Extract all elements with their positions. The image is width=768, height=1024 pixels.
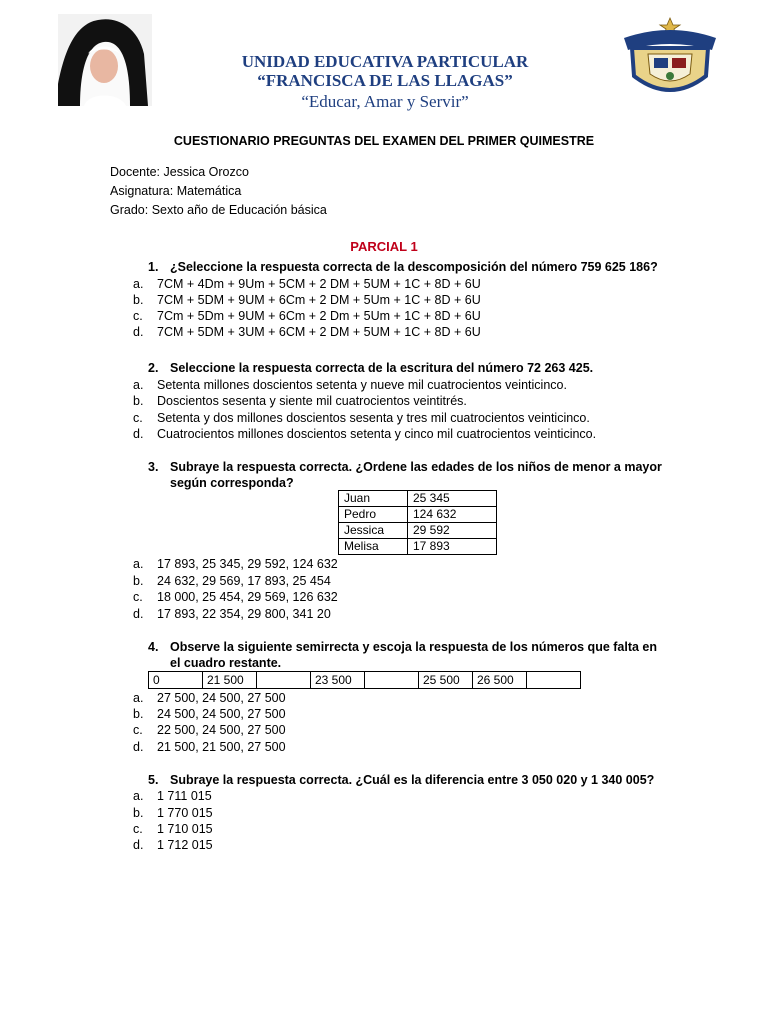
option-2b: b. Doscientos sesenta y siente mil cuatrocientos veintitrés. [133, 394, 467, 408]
number-line-cell: 0 [149, 672, 203, 689]
question-number: 5. [148, 773, 159, 787]
option-3b: b. 24 632, 29 569, 17 893, 25 454 [133, 574, 331, 588]
option-1d: d. 7CM + 5DM + 3UM + 6CM + 2 DM + 5UM + 1C + 8D + 6U [133, 325, 481, 339]
number-line-cell [527, 672, 581, 689]
docente-line [110, 164, 249, 180]
docente-label: Docente: [110, 165, 161, 179]
number-line-cell: 23 500 [311, 672, 365, 689]
grado-label: Grado: [110, 203, 149, 217]
option-5a: a. 1 711 015 [133, 789, 212, 803]
question-5 [148, 772, 654, 788]
question-number: 4. [148, 640, 159, 654]
crest-text: FRANCISCA DE LAS LLAGAS [639, 92, 701, 97]
number-line-cell [365, 672, 419, 689]
school-subname: “FRANCISCA DE LAS LLAGAS” [257, 71, 513, 90]
question-3 [148, 459, 662, 475]
question-text: Subraye la respuesta correcta. ¿Ordene las edades de los niños de menor a mayor [170, 460, 662, 474]
option-3d: d. 17 893, 22 354, 29 800, 341 20 [133, 607, 331, 621]
section-title: PARCIAL 1 [350, 239, 418, 254]
question-4-cont: el cuadro restante. [170, 656, 282, 670]
grado-line [110, 202, 327, 218]
founder-portrait [58, 14, 152, 106]
number-line-cell: 25 500 [419, 672, 473, 689]
table-row: Melisa 17 893 [339, 539, 497, 555]
option-2c: c. Setenta y dos millones doscientos sesenta y tres mil cuatrocientos veinticinco. [133, 411, 590, 425]
question-number: 3. [148, 460, 159, 474]
table-row: Jessica 29 592 [339, 523, 497, 539]
option-5c: c. 1 710 015 [133, 822, 213, 836]
question-1 [148, 259, 658, 275]
number-line-cell: 21 500 [203, 672, 257, 689]
question-4 [148, 639, 657, 655]
docente-value: Jessica Orozco [163, 165, 249, 179]
question-3-cont: según corresponda? [170, 476, 294, 490]
school-name: UNIDAD EDUCATIVA PARTICULAR [241, 52, 529, 71]
option-3c: c. 18 000, 25 454, 29 569, 126 632 [133, 590, 338, 604]
school-crest [618, 16, 722, 108]
question-number: 1. [148, 260, 159, 274]
number-line-cell: 26 500 [473, 672, 527, 689]
option-4c: c. 22 500, 24 500, 27 500 [133, 723, 286, 737]
ages-table [338, 490, 497, 555]
option-2a: a. Setenta millones doscientos setenta y nueve mil cuatrocientos veinticinco. [133, 378, 567, 392]
grado-value: Sexto año de Educación básica [151, 203, 327, 217]
question-text: ¿Seleccione la respuesta correcta de la descomposición del número 759 625 186? [170, 260, 658, 274]
option-4a: a. 27 500, 24 500, 27 500 [133, 691, 286, 705]
question-text: Subraye la respuesta correcta. ¿Cuál es la diferencia entre 3 050 020 y 1 340 005? [170, 773, 655, 787]
table-row: Pedro 124 632 [339, 507, 497, 523]
table-row [149, 672, 581, 689]
question-number: 2. [148, 361, 159, 375]
table-row: Juan 25 345 [339, 491, 497, 507]
question-text: Observe la siguiente semirrecta y escoja la respuesta de los números que falta en [170, 640, 658, 654]
option-5b: b. 1 770 015 [133, 806, 213, 820]
option-1a: a. 7CM + 4Dm + 9Um + 5CM + 2 DM + 5UM + 1C + 8D + 6U [133, 277, 481, 291]
option-3a: a. 17 893, 25 345, 29 592, 124 632 [133, 557, 338, 571]
number-line-cell [257, 672, 311, 689]
asignatura-value: Matemática [176, 184, 242, 198]
school-header [150, 52, 620, 113]
option-4d: d. 21 500, 21 500, 27 500 [133, 740, 286, 754]
document-title: CUESTIONARIO PREGUNTAS DEL EXAMEN DEL PRIMER QUIMESTRE [173, 134, 595, 148]
option-4b: b. 24 500, 24 500, 27 500 [133, 707, 286, 721]
option-1c: c. 7Cm + 5Dm + 9UM + 6Cm + 2 Dm + 5Um + 1C + 8D + 6U [133, 309, 481, 323]
option-1b: b. 7CM + 5DM + 9UM + 6Cm + 2 DM + 5Um + 1C + 8D + 6U [133, 293, 481, 307]
school-motto: “Educar, Amar y Servir” [301, 92, 469, 111]
question-2 [148, 360, 593, 376]
asignatura-label: Asignatura: [110, 184, 174, 198]
option-5d: d. 1 712 015 [133, 838, 213, 852]
option-2d: d. Cuatrocientos millones doscientos setenta y cinco mil cuatrocientos veinticinco. [133, 427, 597, 441]
question-text: Seleccione la respuesta correcta de la escritura del número 72 263 425. [170, 361, 594, 375]
asignatura-line [110, 183, 241, 199]
number-line-table [148, 671, 581, 689]
